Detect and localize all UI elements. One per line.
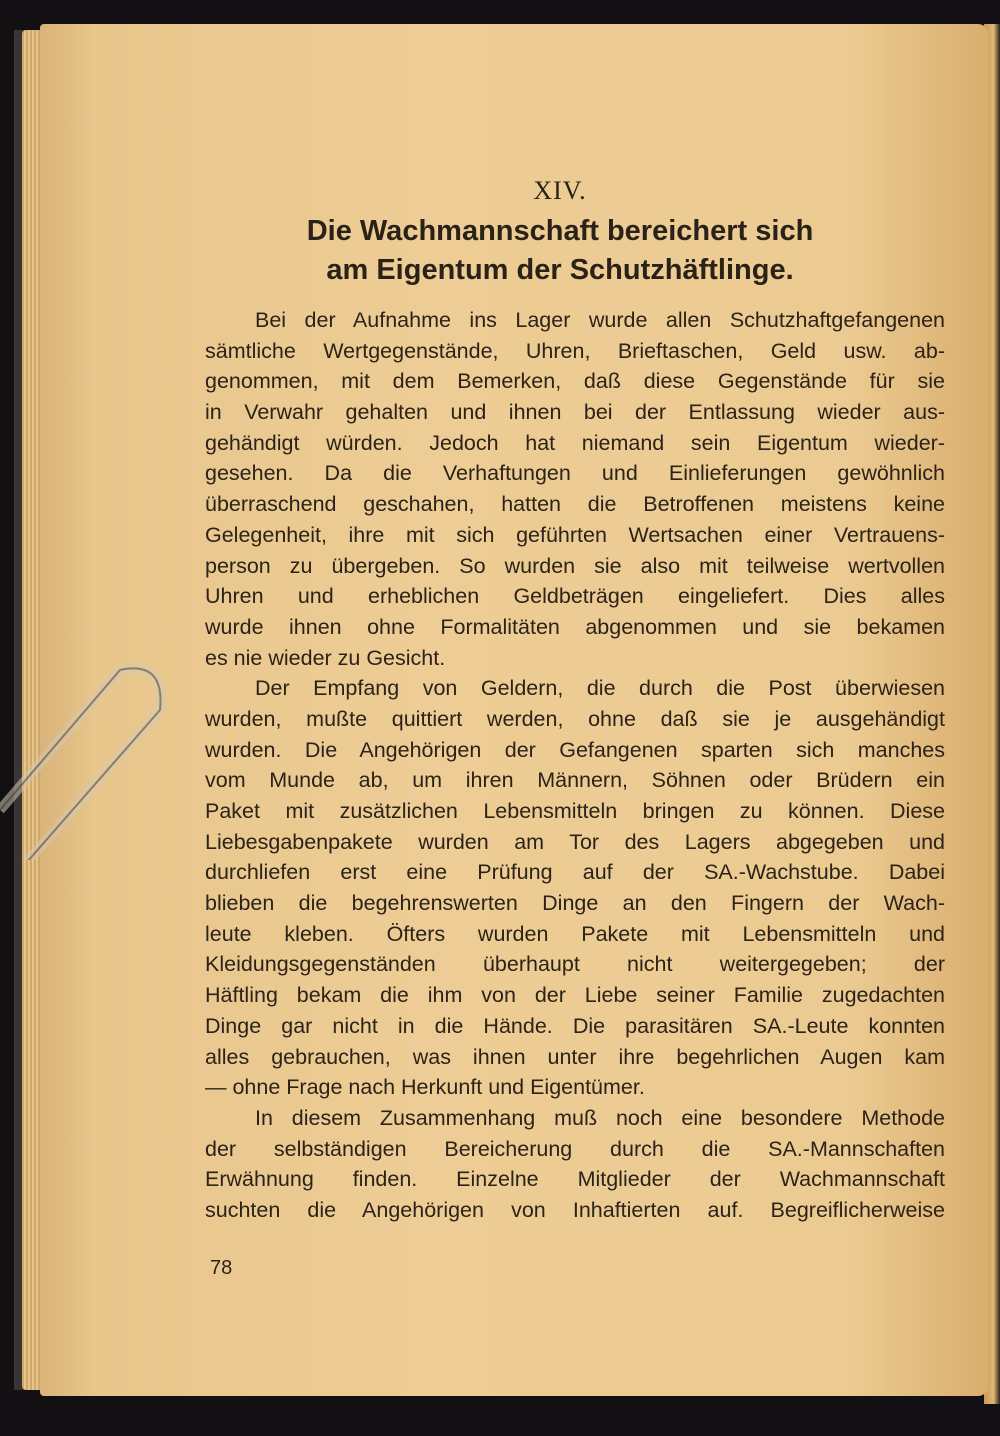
paper-clip-icon	[0, 660, 170, 860]
text-line: Dinge gar nicht in die Hände. Die parasitären SA.-Leute konnten	[205, 1013, 945, 1038]
text-line: wurden, mußte quittiert werden, ohne daß sie je ausgehändigt	[205, 706, 945, 731]
text-line: Der Empfang von Geldern, die durch die Post überwiesen	[255, 676, 945, 701]
text-line: in Verwahr gehalten und ihnen bei der Entlassung wieder aus-	[205, 400, 945, 425]
text-line: sämtliche Wertgegenstände, Uhren, Brieftaschen, Geld usw. ab-	[205, 338, 945, 363]
text-line: Kleidungsgegenständen überhaupt nicht weitergegeben; der	[205, 952, 945, 977]
text-line: person zu übergeben. So wurden sie also mit teilweise wertvollen	[205, 553, 945, 578]
text-line: suchten die Angehörigen von Inhaftierten auf. Begreiflicherweise	[205, 1197, 945, 1222]
paragraph	[205, 305, 945, 673]
text-line: es nie wieder zu Gesicht.	[205, 645, 446, 670]
text-line: leute kleben. Öfters wurden Pakete mit Lebensmitteln und	[205, 921, 945, 946]
text-line: — ohne Frage nach Herkunft und Eigentümer.	[205, 1075, 645, 1100]
text-line: Uhren und erheblichen Geldbeträgen eingeliefert. Dies alles	[205, 584, 945, 609]
paragraph	[205, 1103, 945, 1226]
chapter-heading-line-1: Die Wachmannschaft bereichert sich	[306, 215, 814, 247]
text-line: gehändigt würden. Jedoch hat niemand sein Eigentum wieder-	[205, 430, 945, 455]
text-line: durchliefen erst eine Prüfung auf der SA.-Wachstube. Dabei	[205, 860, 945, 885]
text-line: Häftling bekam die ihm von der Liebe seiner Familie zugedachten	[205, 983, 945, 1008]
page-number: 78	[210, 1257, 233, 1279]
text-line: wurden. Die Angehörigen der Gefangenen sparten sich manches	[205, 737, 945, 762]
paragraph	[205, 673, 945, 1103]
chapter-heading-line-2: am Eigentum der Schutzhäftlinge.	[326, 254, 794, 286]
text-line: alles gebrauchen, was ihnen unter ihre begehrlichen Augen kam	[205, 1044, 945, 1069]
text-line: der selbständigen Bereicherung durch die SA.-Mannschaften	[205, 1136, 945, 1161]
text-line: überraschend geschahen, hatten die Betroffenen meistens keine	[205, 492, 945, 517]
text-line: genommen, mit dem Bemerken, daß diese Gegenstände für sie	[205, 369, 945, 394]
chapter-number: XIV.	[533, 176, 587, 205]
text-line: Bei der Aufnahme ins Lager wurde allen Schutzhaftgefangenen	[255, 308, 945, 332]
text-line: Paket mit zusätzlichen Lebensmitteln bringen zu können. Diese	[205, 799, 945, 823]
text-line: blieben die begehrenswerten Dinge an den Fingern der Wach-	[205, 891, 945, 916]
text-line: wurde ihnen ohne Formalitäten abgenommen und sie bekamen	[205, 614, 945, 639]
body-text	[205, 305, 945, 1226]
text-line: Gelegenheit, ihre mit sich geführten Wertsachen einer Vertrauens-	[205, 522, 945, 547]
text-line: vom Munde ab, um ihren Männern, Söhnen oder Brüdern ein	[205, 768, 945, 793]
text-line: Liebesgabenpakete wurden am Tor des Lagers abgegeben und	[205, 829, 945, 854]
text-line: In diesem Zusammenhang muß noch eine besondere Methode	[255, 1105, 945, 1130]
text-line: gesehen. Da die Verhaftungen und Einlieferungen gewöhnlich	[205, 461, 945, 486]
text-line: Erwähnung finden. Einzelne Mitglieder der Wachmannschaft	[205, 1167, 945, 1192]
